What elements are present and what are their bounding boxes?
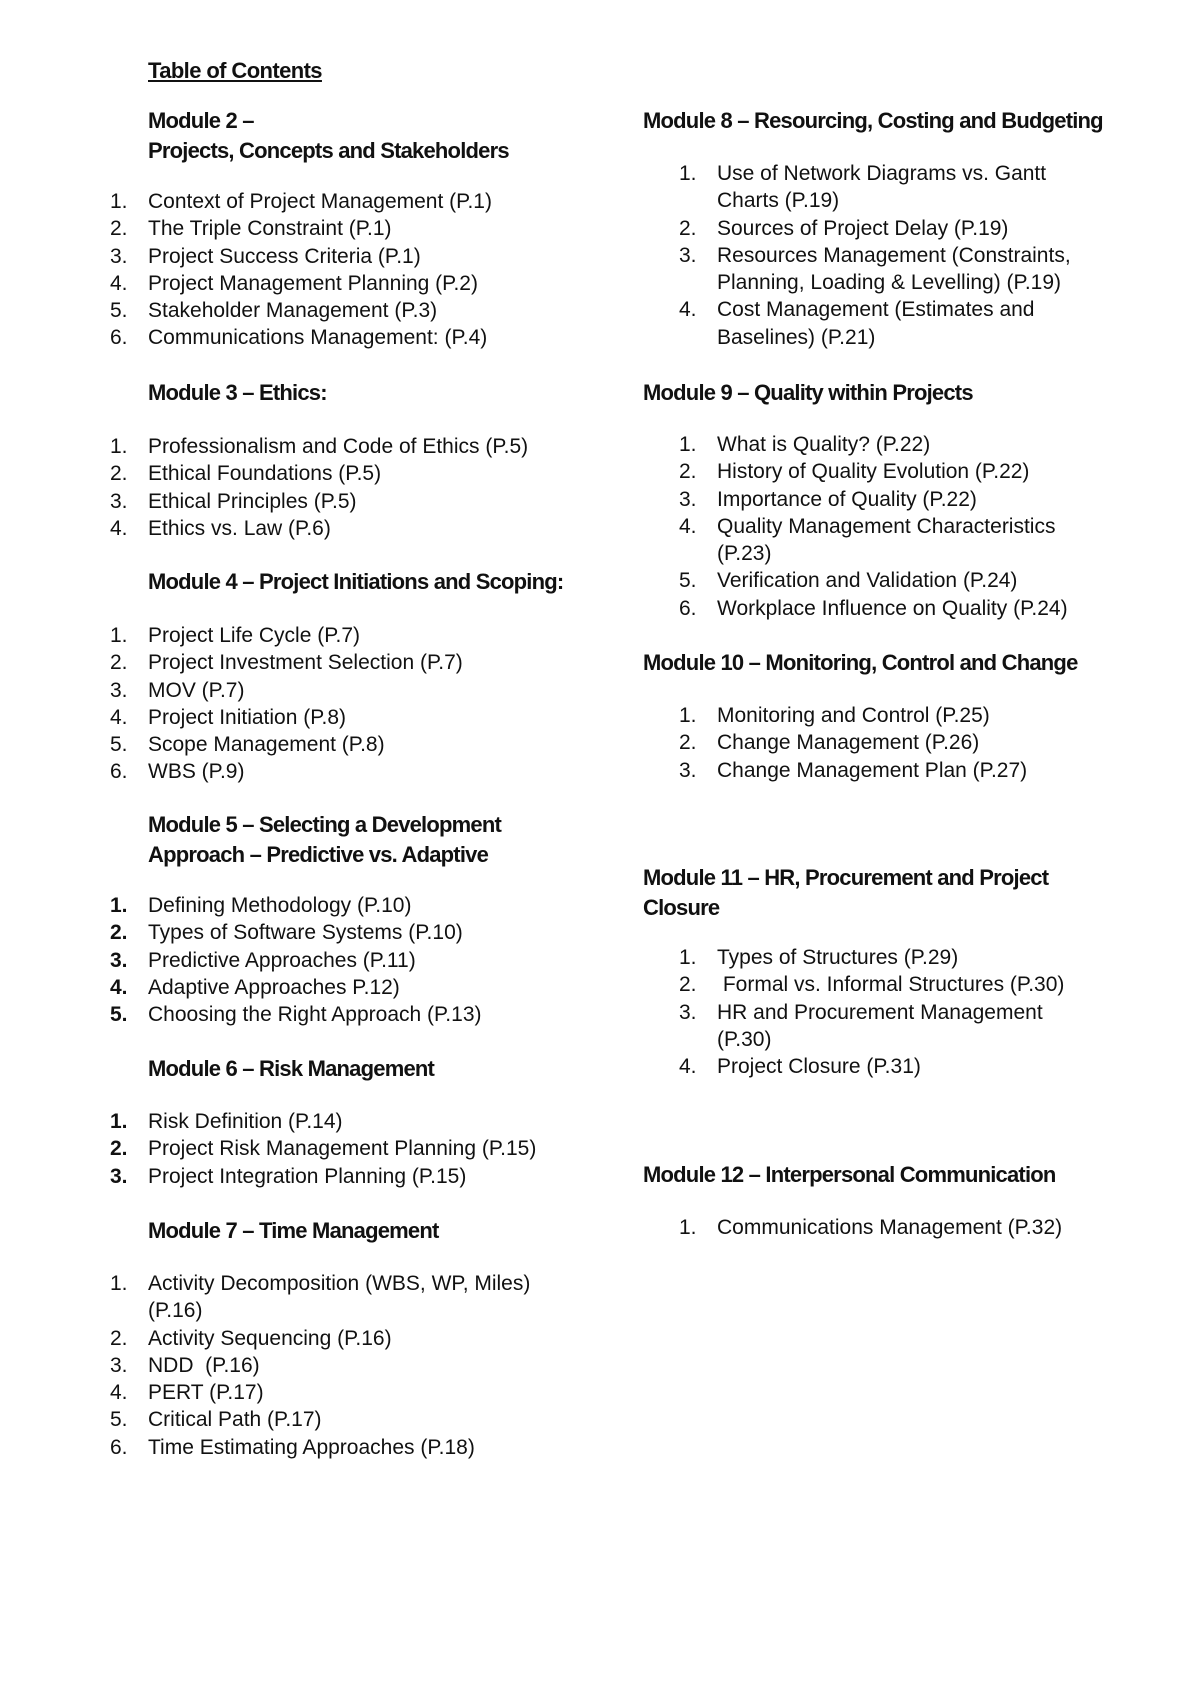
module-heading: [643, 106, 1103, 136]
module-topic-list: [679, 702, 1028, 784]
module-heading-line: Module 7 – Time Management: [148, 1218, 439, 1243]
list-item-text: Project Management Planning (P.2): [148, 271, 478, 295]
toc-list-item: [679, 431, 1068, 458]
list-item-text: Communications Management (P.32): [717, 1216, 1063, 1239]
module-heading-line: Module 3 – Ethics:: [148, 380, 327, 405]
list-item-number: 4.: [110, 975, 128, 999]
list-item-text: Project Closure (P.31): [717, 1055, 921, 1079]
list-item-number: 6.: [110, 760, 128, 784]
list-item-text: Verification and Validation (P.24): [717, 569, 1018, 593]
list-item-text: Project Initiation (P.8): [148, 705, 347, 729]
list-item-number: 4.: [679, 1055, 697, 1079]
list-item-number: 4.: [110, 705, 128, 729]
list-item-number: 5.: [110, 733, 128, 757]
list-item-text: Professionalism and Code of Ethics (P.5): [148, 435, 529, 458]
list-item-number: 2.: [679, 216, 697, 240]
module-heading: [643, 1160, 1056, 1190]
list-item-text: Project Integration Planning (P.15): [148, 1164, 467, 1188]
toc-list-item: [110, 433, 529, 460]
module-topic-list: [679, 1214, 1063, 1241]
toc-list-item: [110, 1379, 530, 1406]
list-item-number: 1.: [110, 894, 128, 917]
toc-list-item: [679, 702, 1027, 729]
toc-list-item: [110, 1325, 530, 1352]
toc-list-item: [110, 677, 463, 704]
list-item-text: MOV (P.7): [148, 678, 245, 702]
list-item-text: (P.23): [717, 542, 772, 566]
list-item-text: Activity Sequencing (P.16): [148, 1326, 392, 1350]
module-heading-line: Module 11 – HR, Procurement and Project: [643, 865, 1049, 890]
list-item-number: 5.: [110, 299, 128, 323]
module-topic-list: [110, 892, 482, 1028]
list-item-number: 1.: [679, 162, 697, 185]
list-item-text: Sources of Project Delay (P.19): [717, 216, 1009, 240]
list-item-text: Project Risk Management Planning (P.15): [148, 1137, 537, 1161]
toc-list-item: [110, 1108, 536, 1135]
toc-list-item: [679, 971, 1065, 998]
list-item-text: Cost Management (Estimates and: [717, 298, 1035, 322]
list-item-text: (P.16): [148, 1299, 203, 1323]
toc-list-item: [679, 160, 1071, 215]
toc-list-item: [679, 458, 1068, 485]
toc-list-item: [110, 1270, 531, 1325]
module-topic-list: [679, 160, 1071, 351]
list-item-text: Types of Software Systems (P.10): [148, 921, 463, 945]
toc-list-item: [110, 1001, 482, 1028]
toc-list-item: [679, 595, 1068, 622]
list-item-number: 5.: [679, 569, 697, 593]
module-topic-list: [110, 433, 529, 542]
module-heading-line: Module 4 – Project Initiations and Scoping:: [148, 569, 564, 594]
list-item-number: 2.: [110, 1326, 128, 1350]
toc-list-item: [679, 567, 1068, 594]
module-heading: [643, 378, 973, 408]
list-item-text: PERT (P.17): [148, 1381, 264, 1405]
list-item-number: 2.: [679, 460, 697, 484]
list-item-number: 1.: [679, 1216, 697, 1239]
list-item-number: 3.: [110, 1353, 128, 1377]
module-topic-list: [110, 1270, 531, 1461]
list-item-text: Charts (P.19): [717, 189, 840, 213]
list-item-text: Monitoring and Control (P.25): [717, 704, 990, 727]
module-heading: [148, 810, 501, 870]
list-item-number: 4.: [679, 514, 697, 538]
list-item-number: 1.: [110, 1110, 128, 1133]
toc-list-item: [110, 622, 463, 649]
list-item-number: 2.: [110, 921, 128, 945]
module-heading-line: Module 2 –: [148, 108, 254, 133]
module-topic-list: [110, 1108, 537, 1190]
module-heading-line: Module 8 – Resourcing, Costing and Budgeting: [643, 108, 1103, 133]
list-item-number: 3.: [679, 1000, 697, 1024]
toc-list-item: [110, 649, 463, 676]
list-item-text: Time Estimating Approaches (P.18): [148, 1435, 475, 1459]
toc-list-item: [679, 513, 1068, 568]
list-item-number: 3.: [110, 948, 128, 972]
list-item-text: Context of Project Management (P.1): [148, 190, 492, 213]
toc-list-item: [110, 243, 492, 270]
toc-list-item: [679, 1053, 1064, 1080]
page-title: Table of Contents: [148, 58, 322, 83]
list-item-text: Quality Management Characteristics: [717, 514, 1056, 538]
module-heading: [643, 648, 1078, 678]
toc-list-item: [110, 270, 492, 297]
list-item-number: 2.: [679, 973, 697, 997]
list-item-text: Scope Management (P.8): [148, 733, 385, 757]
toc-list-item: [110, 215, 492, 242]
module-heading-line: Module 12 – Interpersonal Communication: [643, 1162, 1056, 1187]
toc-list-item: [110, 947, 482, 974]
list-item-number: 2.: [110, 217, 128, 241]
toc-list-item: [110, 892, 482, 919]
list-item-number: 3.: [110, 678, 128, 702]
list-item-number: 3.: [679, 243, 697, 267]
toc-list-item: [679, 944, 1064, 971]
toc-list-item: [110, 1434, 530, 1461]
list-item-number: 5.: [110, 1003, 128, 1027]
module-topic-list: [679, 944, 1065, 1080]
toc-list-item: [110, 919, 482, 946]
list-item-number: 1.: [110, 1272, 128, 1295]
toc-list-item: [679, 729, 1027, 756]
toc-list-item: [110, 704, 463, 731]
list-item-number: 2.: [679, 731, 697, 755]
toc-list-item: [679, 486, 1068, 513]
list-item-text: Predictive Approaches (P.11): [148, 948, 416, 972]
list-item-number: 1.: [679, 946, 697, 969]
list-item-text: Communications Management: (P.4): [148, 326, 488, 350]
list-item-text: Change Management (P.26): [717, 731, 980, 755]
module-heading: [643, 863, 1048, 923]
list-item-number: 4.: [110, 516, 128, 540]
toc-list-item: [110, 1163, 536, 1190]
module-heading: [148, 378, 327, 408]
module-heading-line: Module 5 – Selecting a Development: [148, 812, 502, 837]
module-heading-line: Approach – Predictive vs. Adaptive: [148, 842, 489, 867]
list-item-number: 3.: [679, 758, 697, 782]
toc-list-item: [679, 1214, 1063, 1241]
list-item-text: Project Success Criteria (P.1): [148, 244, 421, 268]
module-topic-list: [679, 431, 1068, 622]
list-item-text: Use of Network Diagrams vs. Gantt: [717, 162, 1047, 185]
list-item-text: Stakeholder Management (P.3): [148, 299, 438, 323]
list-item-number: 3.: [110, 1164, 128, 1188]
toc-list-item: [110, 460, 528, 487]
module-heading: [148, 106, 509, 166]
list-item-text: The Triple Constraint (P.1): [148, 217, 392, 241]
toc-list-item: [679, 296, 1071, 351]
module-heading-line: Module 10 – Monitoring, Control and Change: [643, 650, 1078, 675]
list-item-number: 4.: [110, 1381, 128, 1405]
toc-list-item: [110, 488, 528, 515]
module-topic-list: [110, 622, 463, 786]
toc-list-item: [110, 758, 463, 785]
toc-list-item: [110, 1406, 530, 1433]
list-item-text: Activity Decomposition (WBS, WP, Miles): [148, 1272, 531, 1295]
list-item-text: Adaptive Approaches P.12): [148, 975, 400, 999]
list-item-text: Critical Path (P.17): [148, 1408, 322, 1432]
toc-list-item: [110, 515, 528, 542]
toc-list-item: [110, 324, 492, 351]
list-item-number: 3.: [679, 487, 697, 511]
toc-list-item: [679, 242, 1071, 297]
list-item-number: 1.: [110, 190, 128, 213]
list-item-number: 2.: [110, 462, 128, 486]
module-heading: [148, 1216, 439, 1246]
toc-list-item: [110, 731, 463, 758]
list-item-number: 5.: [110, 1408, 128, 1432]
list-item-number: 2.: [110, 1137, 128, 1161]
module-heading-line: Closure: [643, 895, 720, 920]
module-heading: [148, 1054, 434, 1084]
toc-list-item: [679, 215, 1071, 242]
toc-list-item: [110, 188, 492, 215]
module-heading-line: Module 6 – Risk Management: [148, 1056, 435, 1081]
list-item-text: HR and Procurement Management: [717, 1000, 1043, 1024]
list-item-text: History of Quality Evolution (P.22): [717, 460, 1030, 484]
list-item-number: 3.: [110, 489, 128, 513]
toc-list-item: [110, 974, 482, 1001]
list-item-text: Project Life Cycle (P.7): [148, 624, 361, 647]
list-item-number: 6.: [110, 326, 128, 350]
list-item-text: Formal vs. Informal Structures (P.30): [717, 973, 1065, 997]
list-item-number: 1.: [110, 435, 128, 458]
list-item-text: Planning, Loading & Levelling) (P.19): [717, 271, 1062, 295]
toc-list-item: [110, 1352, 530, 1379]
list-item-text: Ethical Principles (P.5): [148, 489, 357, 513]
toc-list-item: [679, 999, 1064, 1054]
list-item-text: Workplace Influence on Quality (P.24): [717, 596, 1068, 620]
list-item-number: 6.: [679, 596, 697, 620]
list-item-text: (P.30): [717, 1027, 772, 1051]
module-heading-line: Projects, Concepts and Stakeholders: [148, 138, 509, 163]
list-item-number: 1.: [679, 704, 697, 727]
list-item-text: Importance of Quality (P.22): [717, 487, 977, 511]
list-item-text: Types of Structures (P.29): [717, 946, 959, 969]
list-item-text: Choosing the Right Approach (P.13): [148, 1003, 482, 1027]
list-item-text: Defining Methodology (P.10): [148, 894, 412, 917]
list-item-text: WBS (P.9): [148, 760, 245, 784]
list-item-number: 3.: [110, 244, 128, 268]
list-item-text: Baselines) (P.21): [717, 325, 876, 349]
list-item-text: Risk Definition (P.14): [148, 1110, 343, 1133]
list-item-number: 1.: [679, 433, 697, 456]
list-item-text: Change Management Plan (P.27): [717, 758, 1028, 782]
list-item-text: NDD (P.16): [148, 1353, 260, 1377]
list-item-text: Project Investment Selection (P.7): [148, 651, 463, 675]
module-heading-line: Module 9 – Quality within Projects: [643, 380, 973, 405]
list-item-number: 4.: [679, 298, 697, 322]
list-item-text: Ethics vs. Law (P.6): [148, 516, 331, 540]
list-item-number: 1.: [110, 624, 128, 647]
toc-list-item: [110, 297, 492, 324]
list-item-text: Ethical Foundations (P.5): [148, 462, 382, 486]
list-item-number: 2.: [110, 651, 128, 675]
list-item-number: 6.: [110, 1435, 128, 1459]
list-item-number: 4.: [110, 271, 128, 295]
module-topic-list: [110, 188, 492, 352]
toc-list-item: [679, 757, 1028, 784]
toc-list-item: [110, 1135, 537, 1162]
module-heading: [148, 567, 563, 597]
list-item-text: What is Quality? (P.22): [717, 433, 931, 456]
list-item-text: Resources Management (Constraints,: [717, 243, 1071, 267]
